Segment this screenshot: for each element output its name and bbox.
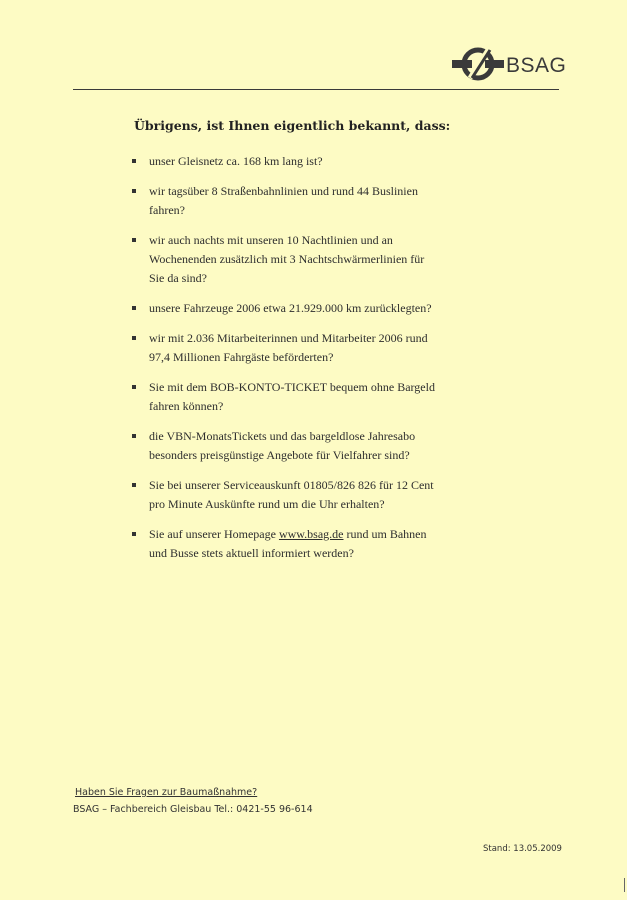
- list-item: [131, 182, 441, 220]
- bsag-logo-icon: [452, 44, 504, 84]
- list-item: [131, 329, 441, 367]
- list-item: [131, 476, 441, 514]
- bullet-icon: [132, 385, 136, 389]
- bullet-icon: [132, 159, 136, 163]
- facts-list: [131, 152, 441, 574]
- fact-text: wir mit 2.036 Mitarbeiterinnen und Mitarbeiter 2006 rund 97,4 Millionen Fahrgäste beförderten?: [149, 331, 428, 364]
- header-divider: [73, 89, 559, 90]
- fact-text: unser Gleisnetz ca. 168 km lang ist?: [149, 154, 323, 168]
- fact-text: unsere Fahrzeuge 2006 etwa 21.929.000 km zurücklegten?: [149, 301, 432, 315]
- fact-text: wir tagsüber 8 Straßenbahnlinien und rund 44 Buslinien fahren?: [149, 184, 418, 217]
- fact-text-suffix: rund um Bahnen und Busse stets aktuell informiert werden?: [149, 527, 427, 560]
- stand-date: Stand: 13.05.2009: [483, 844, 562, 854]
- fact-text: die VBN-MonatsTickets und das bargeldlose Jahresabo besonders preisgünstige Angebote für Vielfahrer sind?: [149, 429, 416, 462]
- bullet-icon: [132, 238, 136, 242]
- fact-text: Sie bei unserer Serviceauskunft 01805/826 826 für 12 Cent pro Minute Auskünfte rund um die Uhr erhalten?: [149, 478, 434, 511]
- list-item: [131, 378, 441, 416]
- bullet-icon: [132, 189, 136, 193]
- list-item: [131, 152, 441, 171]
- logo-text: BSAG: [506, 54, 567, 77]
- contact-question: Haben Sie Fragen zur Baumaßnahme?: [75, 787, 258, 798]
- fact-text: wir auch nachts mit unseren 10 Nachtlinien und an Wochenenden zusätzlich mit 3 Nachtschwärmerlinien für Sie da sind?: [149, 233, 425, 285]
- page-heading: Übrigens, ist Ihnen eigentlich bekannt, dass:: [134, 118, 451, 133]
- bullet-icon: [132, 483, 136, 487]
- list-item: [131, 231, 441, 288]
- list-item: [131, 525, 441, 563]
- homepage-link[interactable]: www.bsag.de: [278, 527, 344, 541]
- bullet-icon: [132, 434, 136, 438]
- list-item: [131, 427, 441, 465]
- fact-text: Sie mit dem BOB-KONTO-TICKET bequem ohne Bargeld fahren können?: [149, 380, 435, 413]
- list-item: [131, 299, 441, 318]
- bullet-icon: [132, 532, 136, 536]
- bullet-icon: [132, 306, 136, 310]
- contact-block: [73, 787, 313, 815]
- scan-mark: [624, 878, 625, 892]
- bullet-icon: [132, 336, 136, 340]
- bsag-logo: [452, 44, 567, 84]
- contact-line: BSAG – Fachbereich Gleisbau Tel.: 0421-55 96-614: [73, 804, 313, 815]
- fact-text-prefix: Sie auf unserer Homepage: [149, 527, 279, 541]
